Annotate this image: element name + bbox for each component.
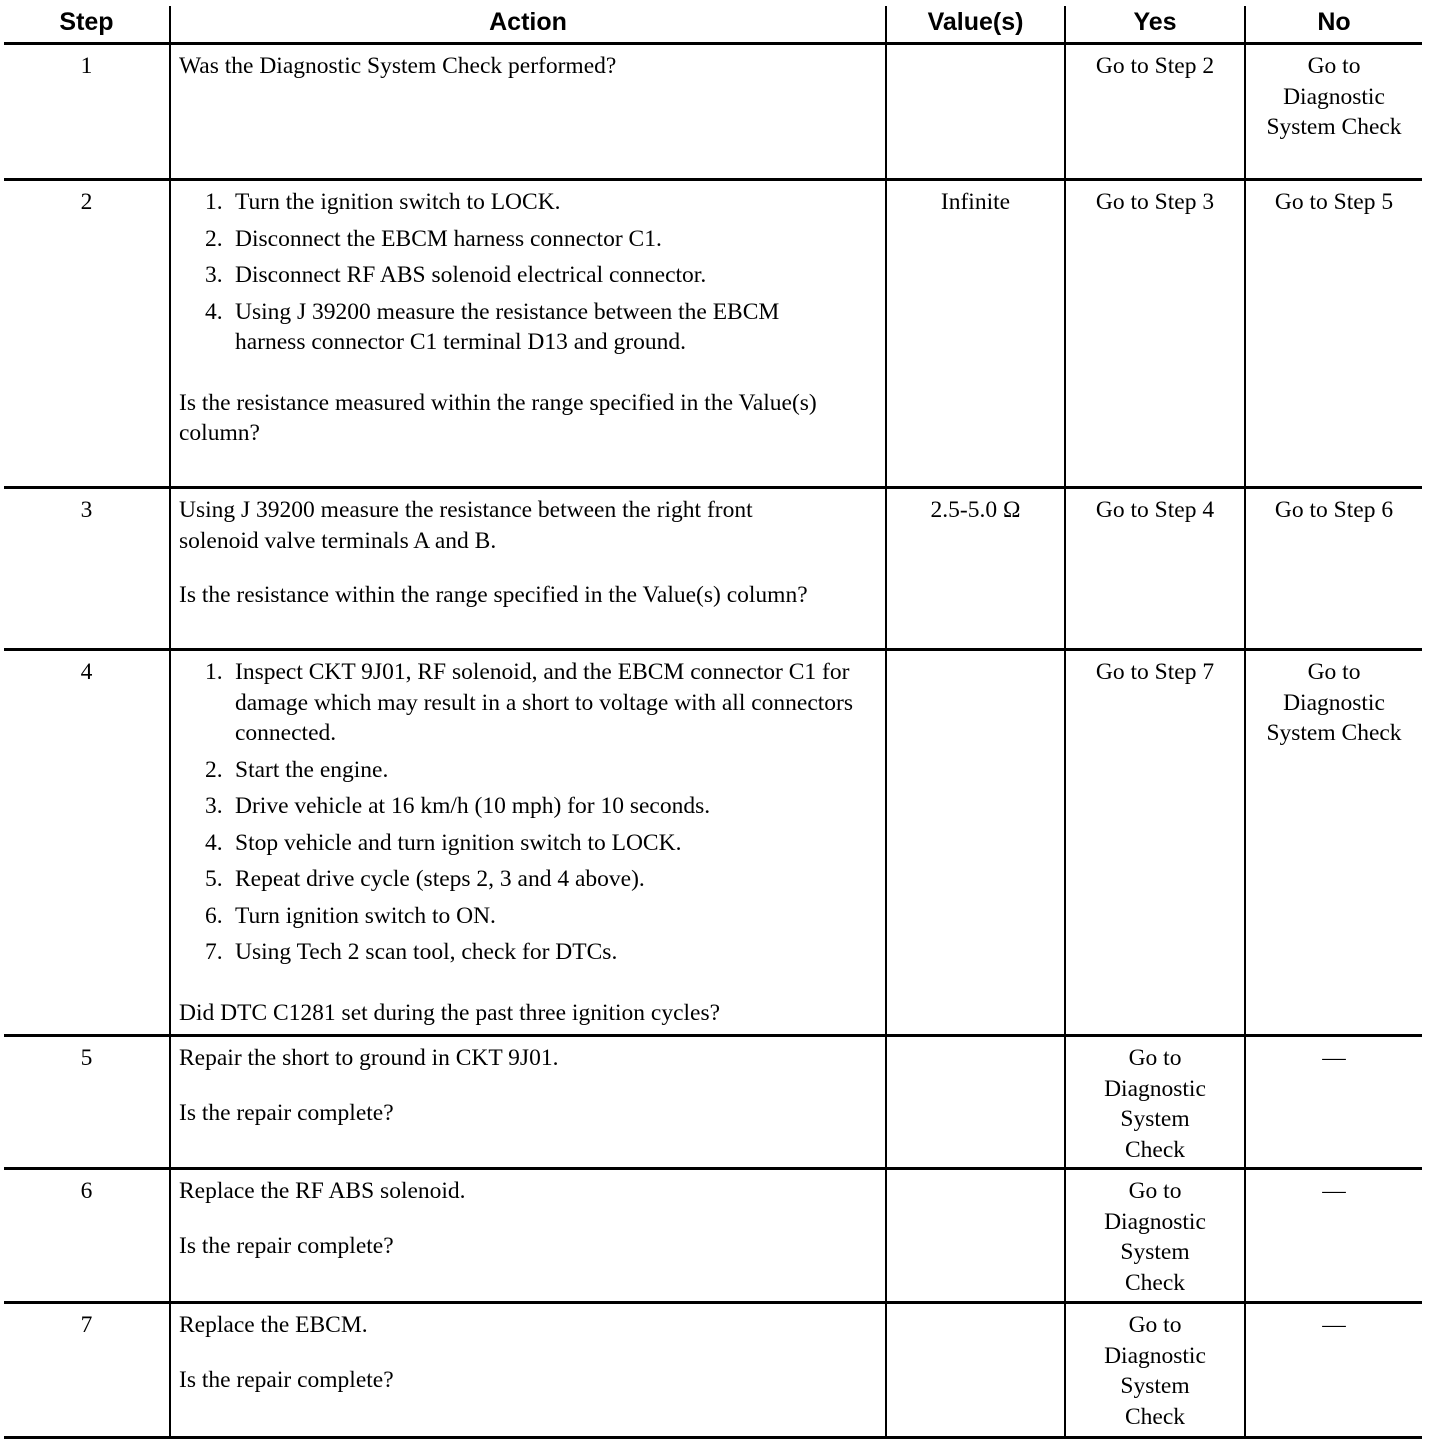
action-cell — [170, 44, 886, 180]
action-text: Using J 39200 measure the resistance between the right front solenoid valve terminals A and B. — [179, 497, 753, 554]
header-values: Value(s) — [886, 6, 1065, 44]
action-step: 1. Turn the ignition switch to LOCK. — [205, 189, 561, 215]
action-step: 3. Disconnect RF ABS solenoid electrical connector. — [205, 262, 707, 288]
step-number: 7 — [4, 1303, 170, 1437]
action-question: Is the repair complete? — [179, 1099, 394, 1126]
no-cell: — — [1245, 1036, 1422, 1169]
action-step: 2. Start the engine. — [205, 756, 389, 783]
header-row — [4, 6, 1422, 44]
no-cell: Go to Diagnostic System Check — [1245, 650, 1422, 1036]
action-text: Repair the short to ground in CKT 9J01. — [179, 1045, 559, 1071]
no-cell: Go to Step 6 — [1245, 488, 1422, 650]
step-number: 2 — [4, 180, 170, 488]
action-cell — [170, 1303, 886, 1437]
table-bottom-border — [4, 1437, 1422, 1439]
diagnostic-table — [4, 6, 1422, 1438]
table-row — [4, 180, 1422, 488]
step-number: 6 — [4, 1169, 170, 1303]
action-cell — [170, 180, 886, 488]
value-cell — [886, 1169, 1065, 1303]
action-steps — [179, 657, 871, 968]
action-question: Is the repair complete? — [179, 1232, 394, 1259]
step-number: 5 — [4, 1036, 170, 1169]
action-step: 6. Turn ignition switch to ON. — [205, 902, 496, 929]
value-cell: 2.5-5.0 Ω — [886, 488, 1065, 650]
action-step: 2. Disconnect the EBCM harness connector C1. — [205, 225, 662, 252]
yes-cell: Go to Step 2 — [1065, 44, 1245, 180]
yes-cell: Go to Diagnostic System Check — [1065, 1036, 1245, 1169]
table-row — [4, 1036, 1422, 1169]
no-cell: — — [1245, 1169, 1422, 1303]
value-cell — [886, 1036, 1065, 1169]
table-row — [4, 1169, 1422, 1303]
no-cell: — — [1245, 1303, 1422, 1437]
action-step: 5. Repeat drive cycle (steps 2, 3 and 4 above). — [205, 866, 645, 892]
action-step: 3. Drive vehicle at 16 km/h (10 mph) for 10 seconds. — [205, 793, 711, 819]
value-cell — [886, 650, 1065, 1036]
yes-cell: Go to Diagnostic System Check — [1065, 1303, 1245, 1437]
table-row — [4, 488, 1422, 650]
action-text: Replace the EBCM. — [179, 1312, 368, 1338]
action-step: 1. Inspect CKT 9J01, RF solenoid, and the EBCM connector C1 for damage which may result in a short to voltage with all connectors connected. — [205, 659, 854, 746]
action-steps — [179, 187, 871, 358]
action-question: Did DTC C1281 set during the past three ignition cycles? — [179, 999, 721, 1026]
action-cell — [170, 488, 886, 650]
table-row — [4, 44, 1422, 180]
action-step: 4. Using J 39200 measure the resistance between the EBCM harness connector C1 terminal D13 and ground. — [205, 298, 780, 355]
header-action: Action — [170, 6, 886, 44]
value-cell — [886, 1303, 1065, 1437]
yes-cell: Go to Step 3 — [1065, 180, 1245, 488]
table-row — [4, 1303, 1422, 1437]
no-cell: Go to Step 5 — [1245, 180, 1422, 488]
action-text: Replace the RF ABS solenoid. — [179, 1178, 466, 1204]
header-yes: Yes — [1065, 6, 1245, 44]
action-cell — [170, 650, 886, 1036]
action-step: 7. Using Tech 2 scan tool, check for DTCs. — [205, 939, 618, 965]
action-cell — [170, 1036, 886, 1169]
yes-cell: Go to Diagnostic System Check — [1065, 1169, 1245, 1303]
value-cell: Infinite — [886, 180, 1065, 488]
step-number: 1 — [4, 44, 170, 180]
action-cell — [170, 1169, 886, 1303]
header-step: Step — [4, 6, 170, 44]
action-question: Is the repair complete? — [179, 1366, 394, 1393]
value-cell — [886, 44, 1065, 180]
no-cell: Go to Diagnostic System Check — [1245, 44, 1422, 180]
table-row — [4, 650, 1422, 1036]
yes-cell: Go to Step 4 — [1065, 488, 1245, 650]
action-question: Is the resistance within the range specified in the Value(s) column? — [179, 582, 808, 608]
action-step: 4. Stop vehicle and turn ignition switch to LOCK. — [205, 829, 682, 856]
yes-cell: Go to Step 7 — [1065, 650, 1245, 1036]
action-question: Was the Diagnostic System Check performed? — [179, 53, 617, 79]
step-number: 4 — [4, 650, 170, 1036]
step-number: 3 — [4, 488, 170, 650]
header-no: No — [1245, 6, 1422, 44]
action-question: Is the resistance measured within the range specified in the Value(s) column? — [179, 389, 817, 446]
